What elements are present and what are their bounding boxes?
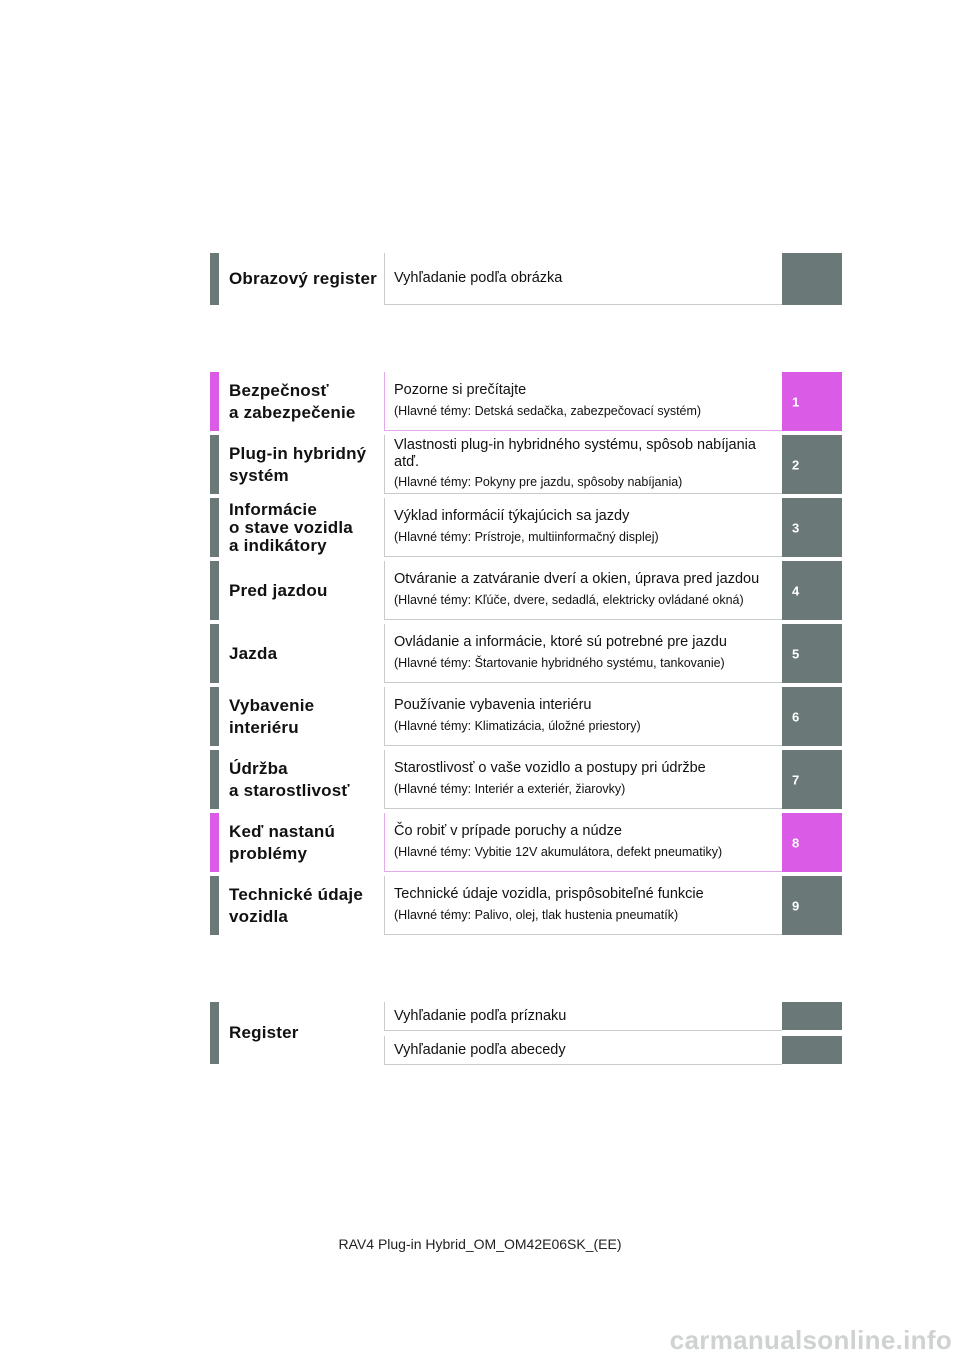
section-accent-bar xyxy=(210,1002,219,1064)
register-item-symptom[interactable] xyxy=(384,1002,782,1031)
register-item-label: Vyhľadanie podľa abecedy xyxy=(394,1042,566,1058)
chapter-number: 5 xyxy=(792,646,800,661)
chapter-accent-bar xyxy=(210,624,219,683)
chapter-key-topics: (Hlavné témy: Detská sedačka, zabezpečovací systém) xyxy=(394,404,702,418)
chapter-number: 6 xyxy=(792,709,800,724)
chapter-number: 7 xyxy=(792,772,800,787)
chapter-row[interactable] xyxy=(210,813,842,872)
chapter-tab[interactable] xyxy=(782,750,842,809)
chapter-accent-bar xyxy=(210,372,219,431)
register-tab-alphabet[interactable] xyxy=(782,1036,842,1064)
chapter-main-topic: Pozorne si prečítajte xyxy=(394,382,527,398)
chapter-description-box xyxy=(384,876,782,935)
chapter-title xyxy=(229,695,384,739)
register-item-alphabet[interactable] xyxy=(384,1036,782,1065)
chapter-description-box xyxy=(384,624,782,683)
chapter-key-topics: (Hlavné témy: Pokyny pre jazdu, spôsoby nabíjania) xyxy=(394,475,683,489)
chapter-key-topics: (Hlavné témy: Palivo, olej, tlak hustenia pneumatík) xyxy=(394,908,679,922)
chapter-accent-bar xyxy=(210,561,219,620)
chapter-title xyxy=(229,758,384,802)
chapter-row[interactable] xyxy=(210,372,842,431)
chapter-main-topic: Ovládanie a informácie, ktoré sú potrebné pre jazdu xyxy=(394,634,727,650)
chapter-row[interactable] xyxy=(210,624,842,683)
chapter-tab[interactable] xyxy=(782,498,842,557)
chapter-key-topics: (Hlavné témy: Prístroje, multiinformačný displej) xyxy=(394,530,659,544)
chapter-title-line: Keď nastanú xyxy=(229,822,336,841)
chapter-title-line: Údržba xyxy=(229,759,288,778)
chapter-title-line: Vybavenie xyxy=(229,696,315,715)
chapter-title-line: vozidla xyxy=(229,907,289,926)
chapter-row[interactable] xyxy=(210,687,842,746)
chapter-title xyxy=(229,380,384,424)
chapter-tab[interactable] xyxy=(782,813,842,872)
chapter-row[interactable] xyxy=(210,498,842,557)
chapter-title-line: a zabezpečenie xyxy=(229,403,356,422)
chapter-title-line: Informácie xyxy=(229,500,317,519)
document-footer: RAV4 Plug-in Hybrid_OM_OM42E06SK_(EE) xyxy=(338,1236,622,1252)
chapter-number: 2 xyxy=(792,457,800,472)
chapter-main-topic: Technické údaje vozidla, prispôsobiteľné funkcie xyxy=(394,886,704,902)
chapter-title-line: Jazda xyxy=(229,644,278,663)
chapter-accent-bar xyxy=(210,498,219,557)
chapter-main-topic: Používanie vybavenia interiéru xyxy=(394,697,592,713)
chapter-main-topic: Výklad informácií týkajúcich sa jazdy xyxy=(394,508,630,524)
chapter-tab[interactable] xyxy=(782,561,842,620)
chapter-description-box xyxy=(384,372,782,431)
chapter-main-topic: Starostlivosť o vaše vozidlo a postupy pri údržbe xyxy=(394,760,706,776)
chapter-number: 8 xyxy=(792,835,800,850)
register-title: Register xyxy=(229,1023,299,1042)
chapter-title-line: problémy xyxy=(229,844,308,863)
chapter-main-topic: Vlastnosti plug-in hybridného systému, spôsob nabíjania atď. xyxy=(394,437,756,470)
chapter-title xyxy=(229,643,384,665)
chapter-description-box xyxy=(384,435,782,494)
chapter-description-box xyxy=(384,750,782,809)
chapter-row[interactable] xyxy=(210,435,842,494)
chapter-key-topics: (Hlavné témy: Štartovanie hybridného systému, tankovanie) xyxy=(394,656,725,670)
section-accent-bar xyxy=(210,253,219,305)
chapter-accent-bar xyxy=(210,750,219,809)
chapter-row[interactable] xyxy=(210,876,842,935)
chapter-number: 4 xyxy=(792,583,800,598)
chapter-number: 1 xyxy=(792,394,800,409)
picture-index-tab[interactable] xyxy=(782,253,842,305)
chapter-title xyxy=(229,501,384,555)
chapter-tab[interactable] xyxy=(782,687,842,746)
chapter-title-line: o stave vozidla xyxy=(229,518,353,537)
chapter-title xyxy=(229,884,384,928)
chapter-number: 9 xyxy=(792,898,800,913)
chapter-description-box xyxy=(384,498,782,557)
chapter-description-box xyxy=(384,687,782,746)
chapter-tab[interactable] xyxy=(782,372,842,431)
chapter-accent-bar xyxy=(210,876,219,935)
chapter-title-line: a starostlivosť xyxy=(229,781,350,800)
chapter-title xyxy=(229,821,384,865)
chapter-main-topic: Otváranie a zatváranie dverí a okien, úprava pred jazdou xyxy=(394,571,760,587)
register-row xyxy=(210,1002,842,1064)
chapter-accent-bar xyxy=(210,435,219,494)
chapter-tab[interactable] xyxy=(782,876,842,935)
chapter-title xyxy=(229,580,384,602)
chapter-title-line: Technické údaje xyxy=(229,885,364,904)
picture-index-row[interactable] xyxy=(210,253,842,305)
chapter-key-topics: (Hlavné témy: Vybitie 12V akumulátora, defekt pneumatiky) xyxy=(394,845,723,859)
watermark-text: carmanualsonline.info xyxy=(669,1325,952,1355)
chapter-key-topics: (Hlavné témy: Kľúče, dvere, sedadlá, elektricky ovládané okná) xyxy=(394,593,744,607)
picture-index-description-box xyxy=(384,253,782,305)
chapter-key-topics: (Hlavné témy: Klimatizácia, úložné priestory) xyxy=(394,719,641,733)
chapter-key-topics: (Hlavné témy: Interiér a exteriér, žiarovky) xyxy=(394,782,626,796)
chapter-tab[interactable] xyxy=(782,435,842,494)
chapter-title-line: Bezpečnosť xyxy=(229,381,329,400)
chapter-description-box xyxy=(384,813,782,872)
picture-index-title: Obrazový register xyxy=(229,269,377,288)
chapter-title-line: a indikátory xyxy=(229,536,327,555)
chapter-accent-bar xyxy=(210,813,219,872)
chapter-title-line: Pred jazdou xyxy=(229,581,328,600)
chapter-title xyxy=(229,443,384,487)
chapter-number: 3 xyxy=(792,520,800,535)
chapter-tab[interactable] xyxy=(782,624,842,683)
chapter-title-line: Plug-in hybridný xyxy=(229,444,367,463)
register-tab-symptom[interactable] xyxy=(782,1002,842,1030)
chapter-row[interactable] xyxy=(210,561,842,620)
register-item-label: Vyhľadanie podľa príznaku xyxy=(394,1008,567,1024)
chapter-row[interactable] xyxy=(210,750,842,809)
chapter-description-box xyxy=(384,561,782,620)
chapter-main-topic: Čo robiť v prípade poruchy a núdze xyxy=(394,823,622,839)
chapter-accent-bar xyxy=(210,687,219,746)
chapter-title-line: interiéru xyxy=(229,718,299,737)
picture-index-description[interactable]: Vyhľadanie podľa obrázka xyxy=(394,270,563,286)
chapter-title-line: systém xyxy=(229,466,289,485)
